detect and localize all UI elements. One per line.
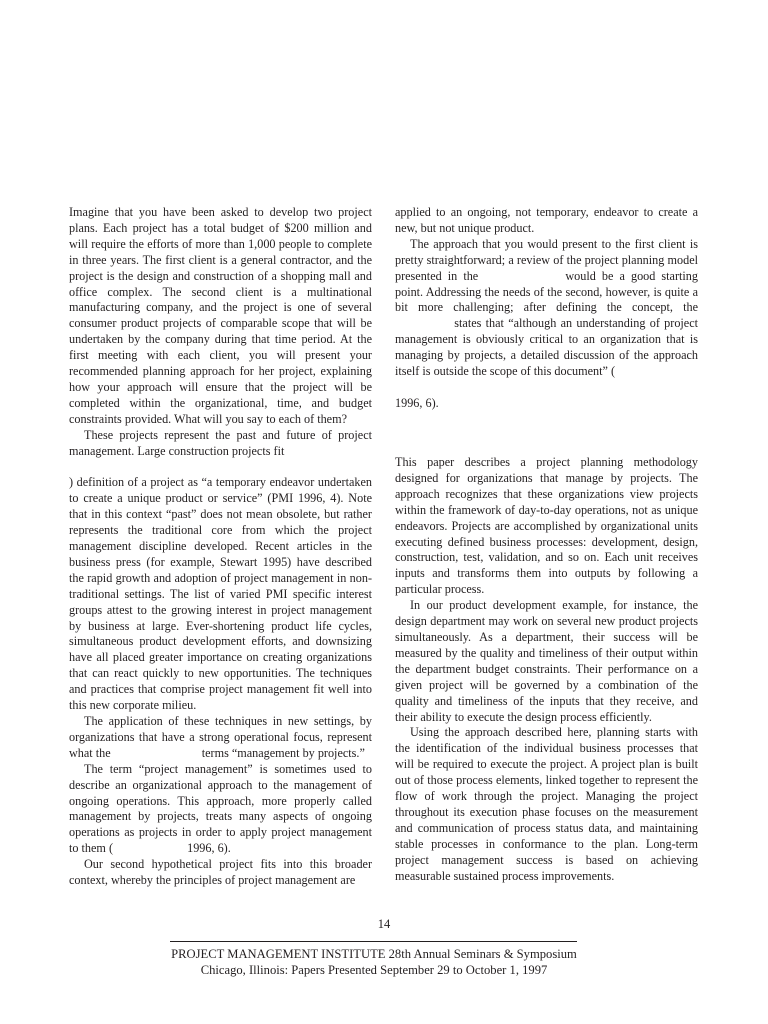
paragraph-part: The term “project management” is sometimes used to describe an organizational approach to the management of ongoing operations. This approach, more properly called management by projects, treats many aspects of ongoing operations as projects in order to apply project management to them ( <box>69 761 372 856</box>
paragraph-term <box>69 762 372 857</box>
paragraph-part: terms “management by projects.” <box>201 745 365 760</box>
paragraph-part: 1996, 6). <box>395 395 439 410</box>
paragraph-past-future <box>69 428 372 714</box>
paragraph-planning: Using the approach described here, planning starts with the identification of the individual business processes that will be required to execute the project. A project plan is built out of those process elements, linked together to represent the flow of work through the project. Managing the project throughout its execution phase focuses on the measurement and communication of process status data, and maintaining stable processes in conformance to the plan. Long-term project management success is based on achieving measurable sustained process improvements. <box>395 725 698 883</box>
blank-gap <box>69 460 372 476</box>
left-column <box>69 205 372 889</box>
footer <box>0 946 748 978</box>
paragraph-part: The approach that you would present to the first client is pretty straightforward; a review of the project planning model presented in the <box>395 236 698 283</box>
blank-gap <box>395 380 698 396</box>
paragraph-approach <box>395 237 698 412</box>
intro-paragraph: Imagine that you have been asked to develop two project plans. Each project has a total budget of $200 million and will require the efforts of more than 1,000 people to complete in three years. The first client is a general contractor, and the project is the design and construction of a shopping mall and office complex. The second client is a multinational manufacturing company, and the project is one of several consumer product projects of comparable scope that will be undertaken by the company during that time period. At the first meeting with each client, you will present your recommended planning approach for her project, explaining how your approach will ensure that the project will be completed within the organizational, time, and budget constraints provided. What will you say to each of them? <box>69 205 372 426</box>
paragraph-part: These projects represent the past and future of project management. Large construction projects fit <box>69 427 372 458</box>
paragraph-example: In our product development example, for instance, the design department may work on several new product projects simultaneously. As a department, their success will be measured by the quality and timeliness of their output within the department budget constraints. Their performance on a given project will be governed by a combination of the quality and timeliness of the inputs that they receive, and their ability to execute the design process efficiently. <box>395 598 698 724</box>
paragraph-application <box>69 714 372 762</box>
footer-line-1: PROJECT MANAGEMENT INSTITUTE 28th Annual Seminars & Symposium <box>171 947 577 961</box>
paragraph-part: states that “although an understanding of project management is obviously critical to an organization that is managing by projects, a detailed discussion of the approach itself is outside the scope of this document” ( <box>395 316 699 379</box>
paragraph-part: 1996, 6). <box>187 841 231 856</box>
footer-line-2: Chicago, Illinois: Papers Presented September 29 to October 1, 1997 <box>200 963 548 977</box>
page-number: 14 <box>377 917 391 931</box>
paragraph-part: would be a good starting point. Addressing the needs of the second, however, is quite a bit more challenging; after defining the concept, the <box>395 268 698 315</box>
right-column-bottom <box>395 455 698 884</box>
paragraph-part: ) definition of a project as “a temporary endeavor undertaken to create a unique product or service” (PMI 1996, 4). Note that in this context “past” does not mean obsolete, but rather represents the traditional core from which the project management discipline developed. Recent articles in the business press (for example, Stewart 1995) have described the rapid growth and adoption of project management in non-traditional settings. The list of varied PMI specific interest groups attest to the growing interest in project management by business at large. Ever-shortening product life cycles, simultaneous product development efforts, and downsizing have all placed greater importance on creating organizations that can react quickly to new opportunities. The techniques and practices that comprise project management fit well into this new corporate milieu. <box>69 475 372 713</box>
paragraph-methodology: This paper describes a project planning methodology designed for organizations that manage by projects. The approach recognizes that these organizations view projects within the framework of day-to-day operations, not as unique endeavors. Projects are accomplished by organizational units executing defined business processes: development, design, construction, test, validation, and so on. Each unit receives inputs and transforms them into outputs by following a particular process. <box>395 455 698 597</box>
footer-divider <box>170 941 577 942</box>
right-column-top <box>395 205 698 412</box>
paragraph-second-project: Our second hypothetical project fits into this broader context, whereby the principles of project management are <box>69 857 372 888</box>
paragraph-continued: applied to an ongoing, not temporary, endeavor to create a new, but not unique product. <box>395 205 698 235</box>
paragraph-part: The application of these techniques in new settings, by organizations that have a strong operational focus, represent what the <box>69 713 372 760</box>
